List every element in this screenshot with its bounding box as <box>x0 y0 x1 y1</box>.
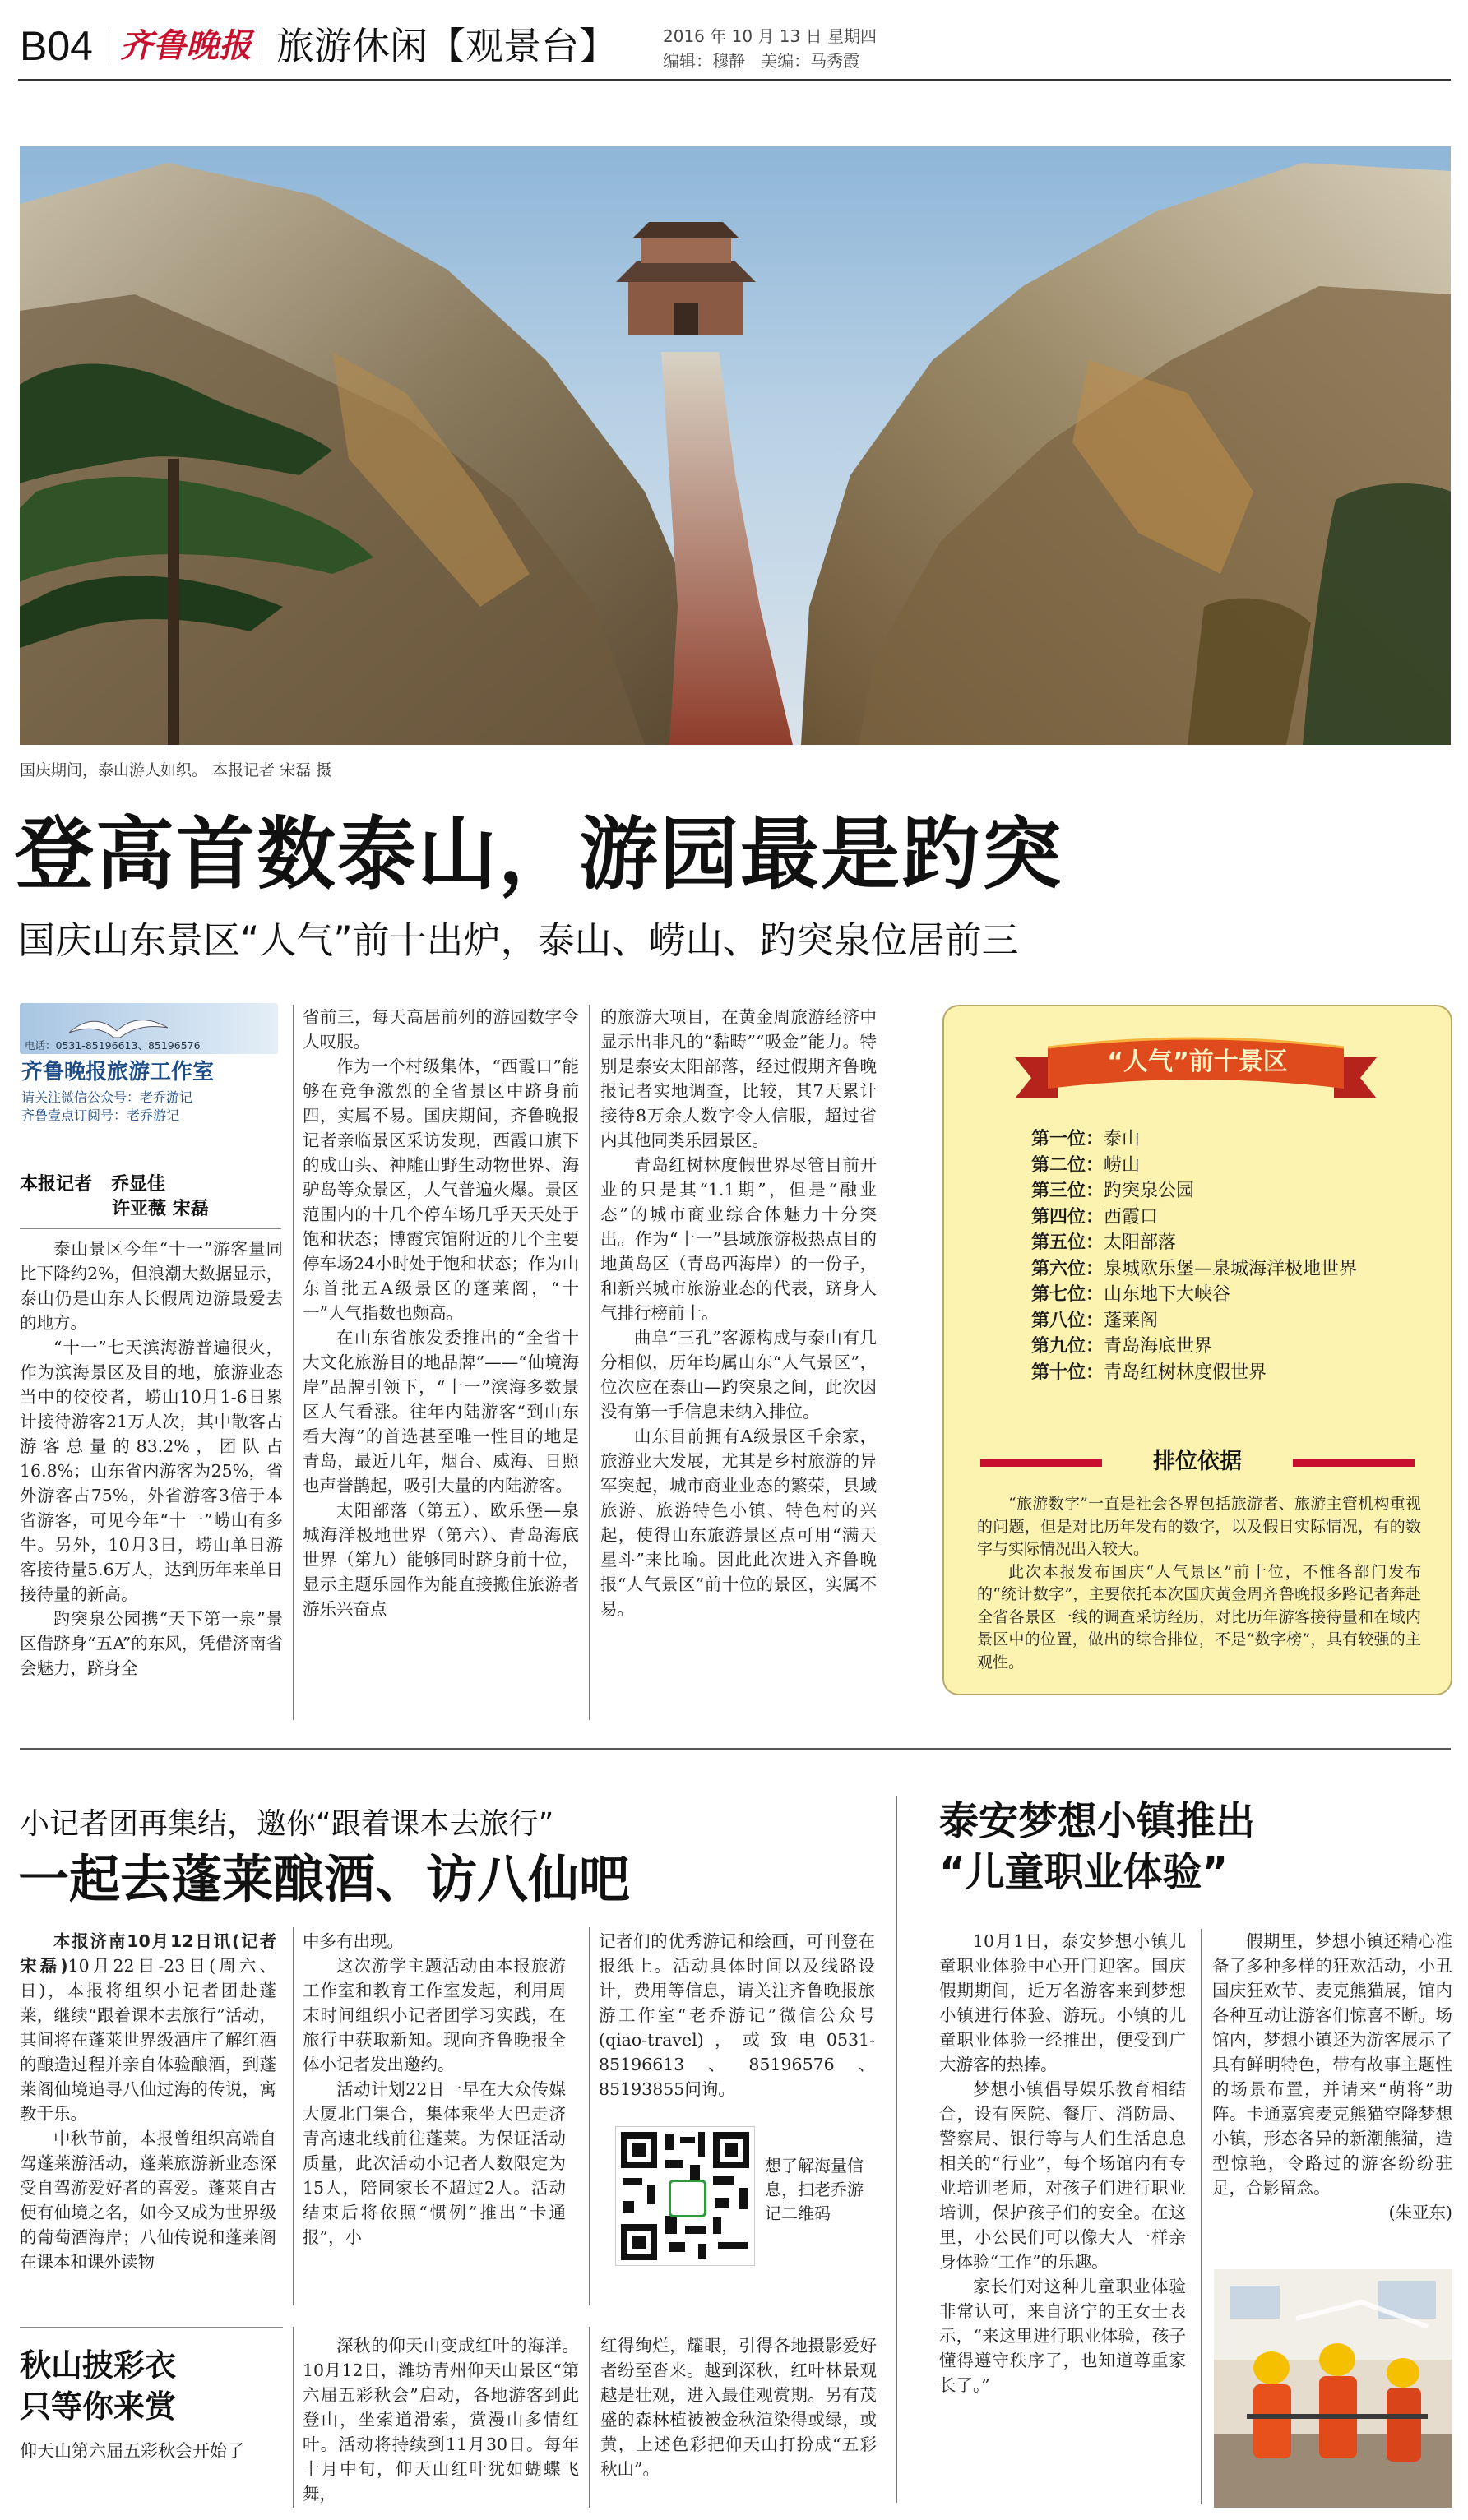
taishan-stairs-image <box>20 146 1451 745</box>
basis-text: “旅游数字”一直是社会各界包括旅游者、旅游主管机构重视的问题，但是对比历年发布的数字，以及假日实际情况，有的数字与实际情况出入较大。 此次本报发布国庆“人气景区”前十位，不惟各部门发布的“统计数字”，主要依托本次国庆黄金周齐鲁晚报多路记者奔赴全省各景区一线的调查采访经历，对比历年游客接待量和在域内景区中的位置，做出的综合排位，不是“数字榜”，具有较强的主观性。 <box>977 1495 1421 1672</box>
col-divider <box>589 1005 590 1720</box>
lead-photo <box>20 146 1451 745</box>
top10-item: 第四位：西霞口 <box>1031 1206 1159 1228</box>
top10-list <box>1031 1126 1443 1385</box>
firefighter-kids-image <box>1214 2269 1452 2508</box>
badge-line-1: 请关注微信公众号：老乔游记 <box>21 1089 193 1105</box>
header-rule <box>18 79 1451 81</box>
lead-column-2: 省前三，每天高居前列的游园数字令人叹服。 作为一个村级集体，“西霞口”能够在竞争激烈的全省景区中跻身前四，实属不易。国庆期间，齐鲁晚报记者亲临景区采访发现，西霞口旗下的成山头、神雕山野生动物世界、海驴岛等众景区，人气普遍火爆。景区范围内的十几个停车场几乎天天处于饱和状态；博霞宾馆附近的几个主要停车场24小时处于饱和状态；作为山东首批五A级景区的蓬莱阁，“十一”人气指数也颇高。 在山东省旅发委推出的“全省十大文化旅游目的地品牌”——“仙境海岸”品牌引领下，“十一”滨海多数景区人气看涨。往年内陆游客“到山东看大海”的首选甚至唯一性目的地是青岛，最近几年，烟台、威海、日照也声誉鹊起，吸引大量的内陆游客。 太阳部落（第五）、欧乐堡—泉城海洋极地世界（第六）、青岛海底世界（第九）能够同时跻身前十位，显示主题乐园作为能直接搬住旅游者游乐兴奋点 <box>303 1007 579 1619</box>
lead-column-1: 泰山景区今年“十一”游客量同比下降约2%，但浪潮大数据显示，泰山仍是山东人长假周边游最爱去的地方。 “十一”七天滨海游普遍很火，作为滨海景区及目的地，旅游业态当中的佼佼者，崂山10月1-6日累计接待游客21万人次，其中散客占游客总量的83.2%，团队占16.8%；山东省内游客为25%，省外游客占75%，外省游客3倍于本省游客，可见今年“十一”崂山有多牛。另外，10月3日，崂山单日游客接待量5.6万人，达到历年来单日接待量的新高。 趵突泉公园携“天下第一泉”景区借跻身“五A”的东风，凭借济南省会魅力，跻身全 <box>20 1239 283 1678</box>
story2-column-2: 中多有出现。 这次游学主题活动由本报旅游工作室和教育工作室发起，利用周末时间组织小记者团学习实践，在旅行中获取新知。现向齐鲁晚报全体小记者发出邀约。 活动计划22日一早在大众传媒大厦北门集合，集体乘坐大巴走济青高速北线前往蓬莱。为保证活动质量，此次活动小记者人数限定为15人，陪同家长不超过2人。活动结束后将依照“惯例”推出“卡通报”，小 <box>303 1931 566 2247</box>
qr-code-icon[interactable] <box>615 2126 755 2266</box>
editor-credit: 编辑：穆静 美编：马秀霞 <box>663 51 860 71</box>
lead-headline: 登高首数泰山，游园最是趵突 <box>15 808 1063 900</box>
col-divider <box>293 1927 294 2305</box>
lead-byline: 本报记者 乔显佳 许亚薇 宋磊 <box>20 1174 209 1219</box>
section-name: 旅游休闲 <box>276 24 428 68</box>
badge-banner <box>20 1003 278 1054</box>
top10-title: “人气”前十景区 <box>1107 1047 1288 1076</box>
top10-item: 第七位：山东地下大峡谷 <box>1031 1284 1231 1305</box>
story4-column-3: 红得绚烂，耀眼，引得各地摄影爱好者纷至沓来。越到深秋，红叶林景观越是壮观，进入最佳观赏期。另有茂盛的森林植被被金秋渲染得或绿，或黄，上述色彩把仰天山打扮成“五彩秋山”。 <box>600 2336 877 2479</box>
top10-item: 第三位：趵突泉公园 <box>1031 1181 1195 1201</box>
top10-item: 第二位：崂山 <box>1031 1154 1141 1176</box>
story3-headline: 泰安梦想小镇推出 “儿童职业体验” <box>939 1798 1256 1895</box>
story4-column-2: 深秋的仰天山变成红叶的海洋。10月12日，潍坊青州仰天山景区“第六届五彩秋会”启动，各地游客到此登山，坐索道滑索，赏漫山多情红叶。活动将持续到11月30日。每年十月中旬，仰天山红叶犹如蝴蝶飞舞， <box>303 2336 579 2504</box>
col-divider <box>896 1796 897 2503</box>
byline-rule <box>20 1228 281 1229</box>
badge-title: 齐鲁晚报旅游工作室 <box>21 1060 215 1084</box>
qr-caption: 想了解海量信息，扫老乔游记二维码 <box>765 2156 864 2223</box>
travel-studio-badge <box>20 1003 283 1143</box>
subsection-name: 观景台 <box>465 24 579 68</box>
photo-caption: 国庆期间，泰山游人如织。 本报记者 宋磊 摄 <box>20 761 332 779</box>
issue-date: 2016 年 10 月 13 日 星期四 <box>663 26 877 46</box>
top10-item: 第五位：太阳部落 <box>1031 1232 1177 1253</box>
story2-column-3: 记者们的优秀游记和绘画，可刊登在报纸上。活动具体时间以及线路设计，费用等信息，请关注齐鲁晚报旅游工作室“老乔游记”微信公众号(qiao-travel)，或致电0531-85196613、85196576、85193855问询。 <box>599 1931 875 2099</box>
story3-column-1: 10月1日，泰安梦想小镇儿童职业体验中心开门迎客。国庆假期期间，近万名游客来到梦想小镇进行体验、游玩。小镇的儿童职业体验一经推出，便受到广大游客的热捧。 梦想小镇倡导娱乐教育相结合，设有医院、餐厅、消防局、警察局、银行等与人们生活息息相关的“行业”，每个场馆内有专业培训老师，对孩子们进行职业培训，保护孩子们的安全。在这里，小公民们可以像大人一样亲身体验“工作”的乐趣。 家长们对这种儿童职业体验非常认可，来自济宁的王女士表示，“来这里进行职业体验，孩子懂得遵守秩序了，也知道尊重家长了。” <box>939 1931 1186 2395</box>
top10-item: 第九位：青岛海底世界 <box>1031 1336 1213 1357</box>
lead-column-3: 的旅游大项目，在黄金周旅游经济中显示出非凡的“黏畴”“吸金”能力。特别是泰安太阳部落，经过假期齐鲁晚报记者实地调查，比较，其7天累计接待8万余人数字令人信服，超过省内其他同类乐园景区。 青岛红树林度假世界尽管目前开业的只是其“1.1期”，但是“融业态”的城市商业综合体魅力十分突出。作为“十一”县域旅游极热点目的地黄岛区（青岛西海岸）的一份子，和新兴城市旅游业态的代表，跻身人气排行榜前十。 曲阜“三孔”客源构成与泰山有几分相似，历年均属山东“人气景区”，位次应在泰山—趵突泉之间，此次因没有第一手信息未纳入排位。 山东目前拥有A级景区千余家，旅游业大发展，尤其是乡村旅游的异军突起，城市商业业态的繁荣，县域旅游、旅游特色小镇、特色村的兴起，使得山东旅游景区点可用“满天星斗”来比喻。因此此次进入齐鲁晚报“人气景区”前十位的景区，实属不易。 <box>600 1007 877 1619</box>
top10-item: 第十位：青岛红树林度假世界 <box>1031 1362 1267 1383</box>
badge-phone: 电话：0531-85196613、85196576 <box>25 1039 201 1052</box>
col-divider <box>589 1927 590 2305</box>
story3-column-2: 假期里，梦想小镇还精心准备了多种多样的狂欢活动，小丑国庆狂欢节、麦克熊猫展，馆内各种互动让游客们惊喜不断。场馆内，梦想小镇还为游客展示了具有鲜明特色，带有故事主题性的场景布置，并请来“萌将”助阵。卡通嘉宾麦克熊猫空降梦想小镇，形态各异的新潮熊猫，造型惊艳，令路过的游客纷纷驻足，合影留念。 (朱亚东) <box>1212 1929 1452 2233</box>
dream-town-photo <box>1214 2269 1452 2508</box>
story4-deck: 仰天山第六届五彩秋会开始了 <box>20 2441 244 2461</box>
col-divider <box>293 2327 294 2508</box>
top10-item: 第六位：泉城欧乐堡—泉城海洋极地世界 <box>1031 1258 1358 1279</box>
story4-headline: 秋山披彩衣 只等你来赏 <box>20 2347 177 2425</box>
top10-item: 第八位：蓬莱阁 <box>1031 1310 1159 1331</box>
col-divider <box>1201 1929 1202 2504</box>
col-divider <box>293 1005 294 1720</box>
story3-author: (朱亚东) <box>1388 2203 1452 2222</box>
paper-logo: 齐鲁晚报 <box>120 26 252 65</box>
lead-subheadline: 国庆山东景区“人气”前十出炉，泰山、崂山、趵突泉位居前三 <box>18 918 1019 962</box>
top10-item: 第一位：泰山 <box>1031 1129 1141 1149</box>
col-divider <box>589 2327 590 2508</box>
masthead <box>0 0 1468 72</box>
section-title: 旅游休闲【观景台】 <box>276 24 617 68</box>
top10-box <box>942 1005 1452 1695</box>
badge-line-2: 齐鲁壹点订阅号：老乔游记 <box>21 1107 180 1123</box>
story4-rule <box>20 2327 283 2328</box>
story2-kicker: 小记者团再集结，邀你“跟着课本去旅行” <box>20 1807 554 1841</box>
story2-column-1: 本报济南10月12日讯(记者 宋磊)10月22日-23日(周六、日)，本报将组织小记者团赴蓬莱，继续“跟着课本去旅行”活动，其间将在蓬莱世界级酒庄了解红酒的酿造过程并亲自体验酿酒，到蓬莱阁仙境追寻八仙过海的传说，寓教于乐。 中秋节前，本报曾组织高端自驾蓬莱游活动，蓬莱旅游新业态深受自驾游爱好者的喜爱。蓬莱自古便有仙境之名，如今又成为世界级的葡萄酒海岸；八仙传说和蓬莱阁在课本和课外读物 <box>20 1931 276 2272</box>
page-number: B04 <box>20 23 93 69</box>
section-rule <box>20 1748 1451 1750</box>
story2-headline: 一起去蓬莱酿酒、访八仙吧 <box>18 1849 631 1909</box>
basis-title: 排位依据 <box>1153 1449 1242 1474</box>
